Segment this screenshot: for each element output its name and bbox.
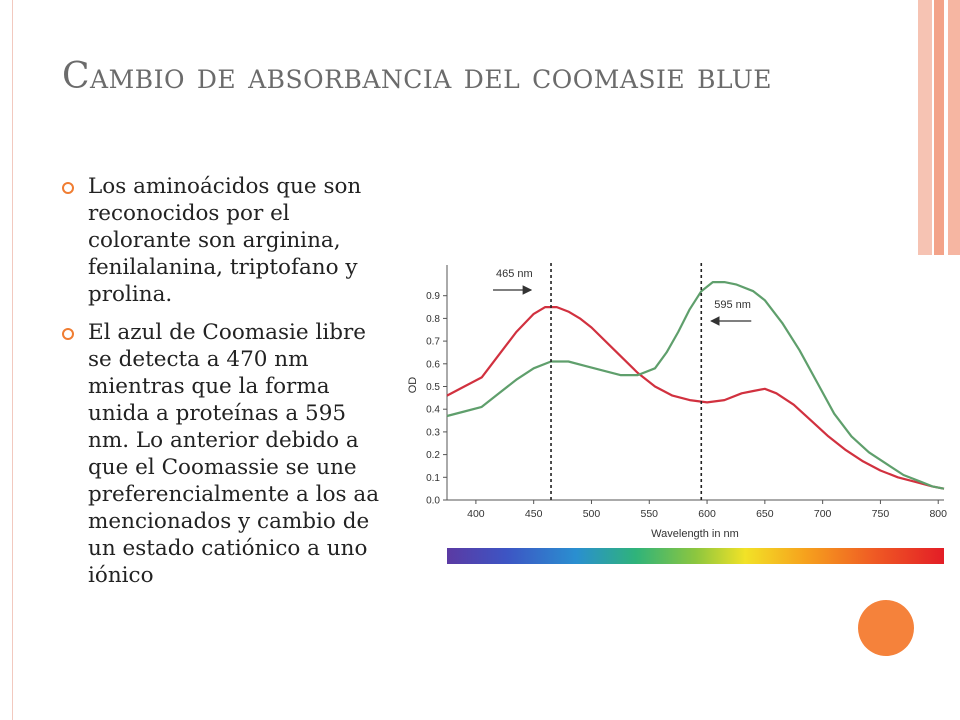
slide-title: Cambio de absorbancia del coomasie blue (62, 56, 773, 97)
y-tick-label: 0.3 (426, 427, 440, 439)
bullet-marker-icon (62, 182, 74, 194)
x-tick-label: 500 (582, 508, 601, 520)
x-tick-label: 450 (524, 508, 543, 520)
absorbance-chart (390, 255, 960, 575)
bullet-marker-icon (62, 328, 74, 340)
y-tick-label: 0.1 (426, 472, 440, 484)
y-tick-label: 0.5 (426, 382, 440, 393)
x-tick-label: 700 (813, 508, 832, 520)
x-axis-label: Wavelength in nm (651, 528, 739, 540)
x-tick-label: 550 (640, 508, 659, 520)
bullet-item (62, 173, 387, 308)
y-tick-label: 0.9 (426, 291, 440, 303)
chart-series (447, 282, 944, 489)
x-tick-label: 800 (929, 508, 947, 520)
bullet-list (62, 173, 387, 600)
y-tick-label: 0.8 (426, 313, 440, 325)
chart-axes (426, 265, 947, 520)
decorative-circle (858, 600, 914, 656)
marker-label: 595 nm (714, 299, 751, 311)
bullet-text: El azul de Coomasie libre se detecta a 470 nm mientras que la forma unida a proteínas a 595 nm. Lo anterior debido a que el Coomassie se une preferencialmente a los aa mencionados y cambio de un estado catiónico a uno iónico (88, 320, 380, 588)
marker-label: 465 nm (496, 268, 533, 280)
y-tick-label: 0.4 (426, 404, 440, 416)
y-axis-label: OD (407, 376, 419, 394)
x-tick-label: 600 (698, 508, 716, 520)
visible-spectrum-bar (447, 548, 944, 564)
bullet-text: Los aminoácidos que son reconocidos por el colorante son arginina, fenilalanina, triptofano y prolina. (88, 174, 362, 307)
series-line (447, 282, 944, 489)
y-tick-label: 0.6 (426, 359, 440, 371)
y-tick-label: 0.2 (426, 450, 440, 462)
chart-markers (493, 263, 751, 500)
series-line (447, 307, 944, 489)
chart-svg (390, 255, 960, 575)
x-tick-label: 400 (467, 508, 485, 520)
left-border (0, 0, 13, 720)
bullet-item (62, 319, 387, 589)
x-tick-label: 750 (871, 508, 890, 520)
y-tick-label: 0.7 (426, 336, 440, 348)
decorative-stripes (918, 0, 960, 256)
x-tick-label: 650 (756, 508, 774, 520)
y-tick-label: 0.0 (426, 495, 440, 507)
